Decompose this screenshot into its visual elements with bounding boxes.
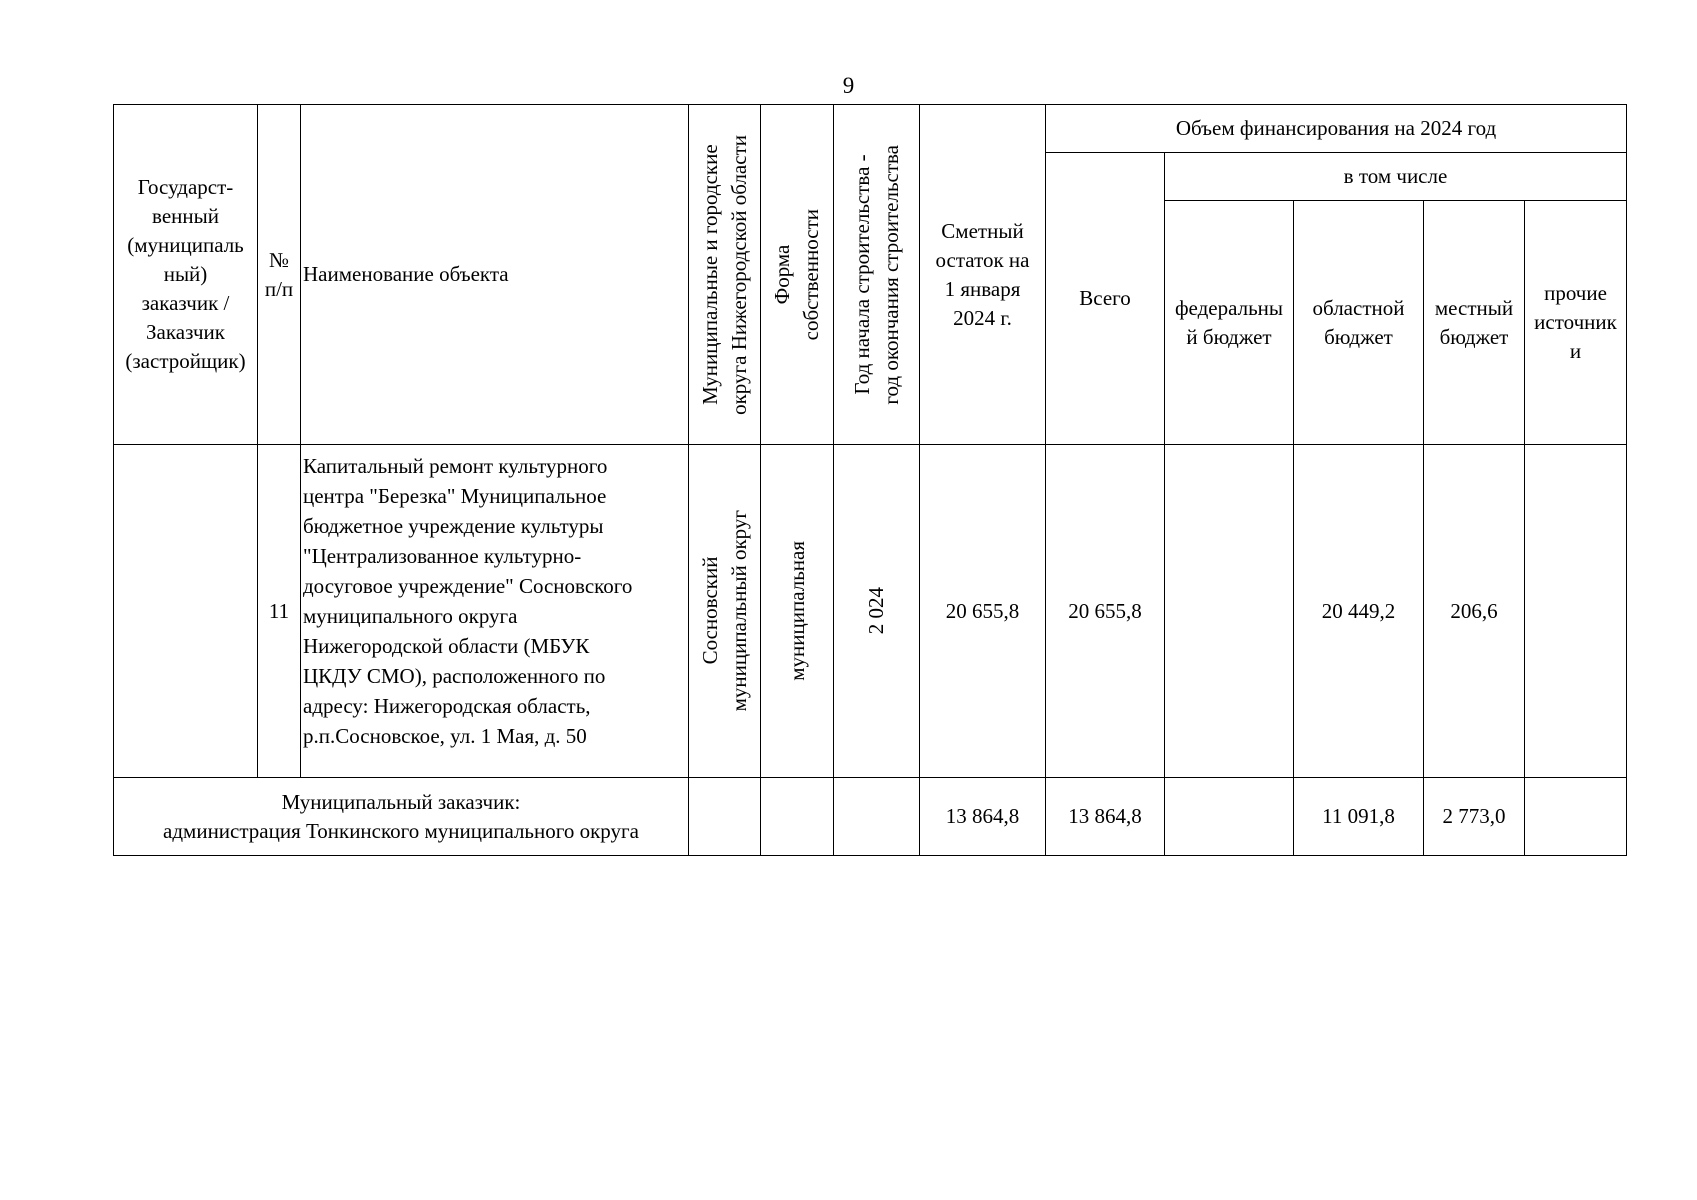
cell-ownership: муниципальная — [761, 445, 834, 778]
cell-local: 206,6 — [1424, 445, 1525, 778]
summary-regional: 11 091,8 — [1294, 778, 1424, 856]
header-estimate-balance: Сметный остаток на 1 января 2024 г. — [920, 105, 1046, 445]
cell-federal — [1165, 445, 1294, 778]
summary-row — [114, 778, 1627, 856]
cell-municipal-district: Сосновский муниципальный округ — [689, 445, 761, 778]
cell-regional: 20 449,2 — [1294, 445, 1424, 778]
header-total: Всего — [1046, 153, 1165, 445]
header-number: № п/п — [258, 105, 301, 445]
header-regional-budget: областной бюджет — [1294, 201, 1424, 445]
summary-empty-ownership — [761, 778, 834, 856]
summary-empty-years — [834, 778, 920, 856]
cell-number: 11 — [258, 445, 301, 778]
summary-label: Муниципальный заказчик: администрация Тонкинского муниципального округа — [114, 778, 689, 856]
summary-local: 2 773,0 — [1424, 778, 1525, 856]
header-customer — [114, 105, 258, 445]
header-construction-years: Год начала строительства - год окончания строительства — [834, 105, 920, 445]
summary-estimate: 13 864,8 — [920, 778, 1046, 856]
header-financing-title: Объем финансирования на 2024 год — [1046, 105, 1627, 153]
cell-customer — [114, 445, 258, 778]
header-including: в том числе — [1165, 153, 1627, 201]
cell-total: 20 655,8 — [1046, 445, 1165, 778]
summary-federal — [1165, 778, 1294, 856]
header-ownership-form: Форма собственности — [761, 105, 834, 445]
header-customer-text: Государст- венный (муниципаль ный) заказчик / Заказчик (застройщик) — [125, 175, 246, 373]
header-object-name: Наименование объекта — [301, 105, 689, 445]
financing-table — [113, 104, 1627, 856]
cell-years: 2 024 — [834, 445, 920, 778]
summary-empty-municipal — [689, 778, 761, 856]
cell-estimate: 20 655,8 — [920, 445, 1046, 778]
header-local-budget: местный бюджет — [1424, 201, 1525, 445]
cell-object-name: Капитальный ремонт культурного центра "Березка" Муниципальное бюджетное учреждение культуры "Централизованное культурно- досуговое учреждение" Сосновского муниципального округа Нижегородской области (МБУК ЦКДУ СМО), расположенного по адресу: Нижегородская область, р.п.Сосновское, ул. 1 Мая, д. 50 — [301, 445, 689, 778]
table-row — [114, 445, 1627, 778]
header-federal-budget: федеральны й бюджет — [1165, 201, 1294, 445]
summary-total: 13 864,8 — [1046, 778, 1165, 856]
summary-other — [1525, 778, 1627, 856]
header-municipal-districts: Муниципальные и городские округа Нижегородской области — [689, 105, 761, 445]
cell-other — [1525, 445, 1627, 778]
header-other-sources: прочие источник и — [1525, 201, 1627, 445]
page-number: 9 — [842, 73, 855, 98]
